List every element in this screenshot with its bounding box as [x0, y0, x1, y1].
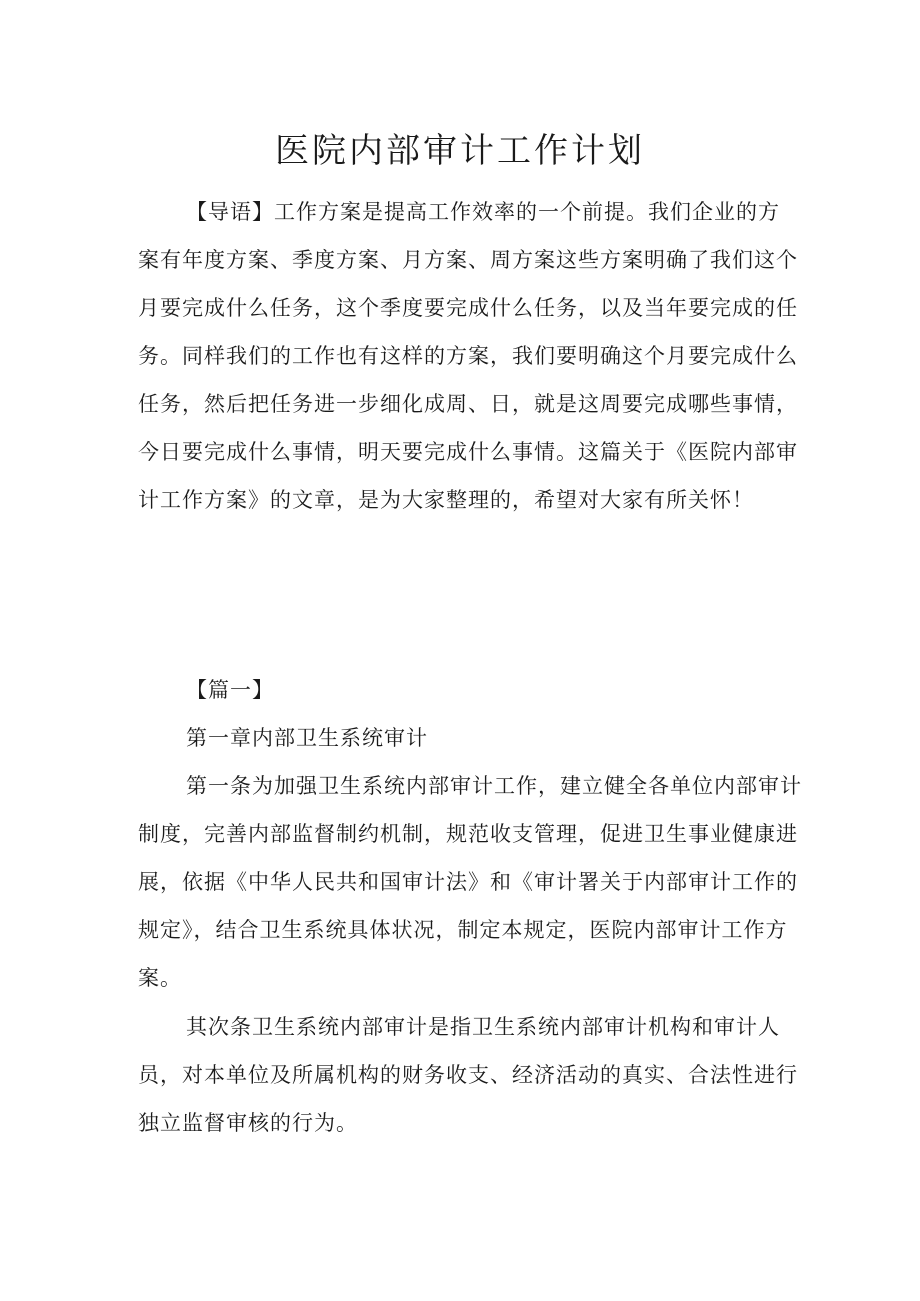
article-1-paragraph [138, 762, 802, 1002]
section-heading: 【篇一】 [186, 678, 274, 702]
article-2-paragraph [138, 1003, 798, 1147]
intro-line: 任务，然后把任务进一步细化成周、日，就是这周要完成哪些事情， [138, 392, 798, 416]
intro-line: 案有年度方案、季度方案、月方案、周方案这些方案明确了我们这个 [138, 248, 798, 272]
page-title: 医院内部审计工作计划 [275, 131, 645, 171]
intro-line: 月要完成什么任务，这个季度要完成什么任务，以及当年要完成的任 [138, 296, 798, 320]
intro-line: 【导语】工作方案是提高工作效率的一个前提。我们企业的方 [186, 200, 780, 224]
article-line: 制度，完善内部监督制约机制，规范收支管理，促进卫生事业健康进 [138, 822, 798, 846]
article-line: 员，对本单位及所属机构的财务收支、经济活动的真实、合法性进行 [138, 1063, 798, 1087]
intro-line: 计工作方案》的文章，是为大家整理的，希望对大家有所关怀！ [138, 488, 754, 512]
article-line: 案。 [138, 966, 182, 990]
article-line: 规定》，结合卫生系统具体状况，制定本规定，医院内部审计工作方 [138, 918, 788, 942]
article-line: 第一条为加强卫生系统内部审计工作，建立健全各单位内部审计 [186, 774, 802, 798]
chapter-heading: 第一章内部卫生系统审计 [186, 726, 428, 750]
intro-paragraph [138, 188, 798, 524]
article-line: 独立监督审核的行为。 [138, 1111, 358, 1135]
intro-line: 务。同样我们的工作也有这样的方案，我们要明确这个月要完成什么 [138, 344, 798, 368]
article-line: 展，依据《中华人民共和国审计法》和《审计署关于内部审计工作的 [138, 870, 798, 894]
article-line: 其次条卫生系统内部审计是指卫生系统内部审计机构和审计人 [186, 1015, 780, 1039]
intro-line: 今日要完成什么事情，明天要完成什么事情。这篇关于《医院内部审 [138, 440, 798, 464]
